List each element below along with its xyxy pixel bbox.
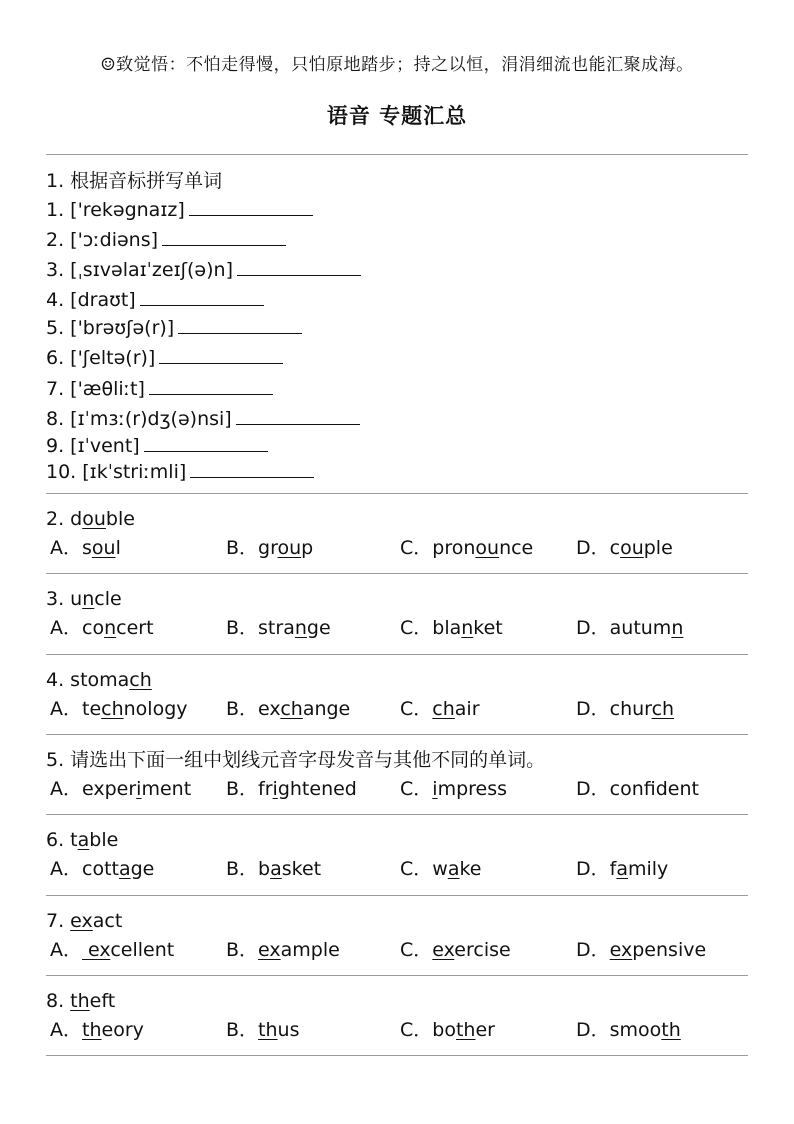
option-post: ge	[130, 858, 155, 881]
option-post: ercise	[454, 938, 511, 961]
option-mid: n	[294, 617, 307, 640]
phonetic-text: 5. ['brəʊʃə(r)]	[46, 317, 175, 339]
option-mid: ex	[432, 938, 455, 961]
option-pre: B．	[226, 938, 259, 961]
option-post: p	[301, 537, 314, 559]
option-pre: B．fr	[226, 777, 273, 800]
divider	[46, 814, 748, 815]
answer-option-b[interactable]	[226, 537, 313, 559]
option-post: cellent	[110, 938, 175, 961]
option-pre: C．	[400, 777, 433, 800]
option-post: pensive	[632, 938, 707, 961]
option-post: ment	[141, 777, 192, 800]
divider	[46, 573, 748, 574]
option-pre: D．	[576, 938, 610, 961]
phonetic-text: 4. [draʊt]	[46, 289, 136, 311]
answer-blank[interactable]	[140, 288, 264, 306]
option-mid: ch	[280, 697, 303, 720]
option-post: ample	[280, 938, 340, 961]
option-pre: B．stra	[226, 617, 295, 640]
phonetic-text: 10. [ɪkˈstriːmli]	[46, 461, 187, 483]
answer-option-c[interactable]	[400, 537, 533, 559]
stem-mid: ex	[70, 909, 93, 932]
answer-option-c[interactable]	[400, 617, 503, 639]
phonetic-item	[46, 228, 286, 251]
answer-option-b[interactable]	[226, 617, 331, 639]
answer-option-a[interactable]	[50, 778, 191, 800]
option-pre: A．te	[50, 697, 102, 720]
option-pre: A．	[50, 1018, 82, 1041]
option-post: nology	[123, 697, 188, 720]
option-mid: ch	[432, 697, 455, 720]
option-post: mily	[627, 858, 669, 881]
stem-pre: 3. u	[46, 588, 83, 611]
answer-option-d[interactable]	[576, 698, 674, 720]
answer-option-c[interactable]	[400, 858, 481, 880]
option-pre: D．conf	[576, 777, 656, 800]
phonetic-item	[46, 288, 264, 311]
option-post: ghtened	[277, 777, 357, 800]
option-pre: D．f	[576, 858, 617, 881]
answer-option-c[interactable]	[400, 939, 511, 961]
option-post: sket	[281, 858, 322, 881]
option-pre: D．c	[576, 537, 621, 559]
divider	[46, 975, 748, 976]
phonetic-text: 8. [ɪˈmɜː(r)dʒ(ə)nsi]	[46, 408, 232, 430]
phonetic-item	[46, 346, 283, 369]
divider	[46, 1055, 748, 1056]
answer-option-b[interactable]	[226, 778, 357, 800]
option-pre: B．b	[226, 858, 271, 881]
option-mid: th	[82, 1018, 102, 1041]
stem-post: eft	[89, 989, 116, 1012]
answer-blank[interactable]	[178, 316, 302, 334]
phonetic-text: 9. [ɪˈvent]	[46, 435, 140, 457]
answer-option-d[interactable]	[576, 537, 673, 559]
option-mid: i	[272, 777, 278, 800]
question-stem	[46, 669, 152, 691]
option-mid: ou	[620, 537, 644, 559]
option-post: dent	[655, 777, 699, 800]
answer-blank[interactable]	[149, 377, 273, 395]
question-stem	[46, 749, 545, 771]
answer-blank[interactable]	[236, 407, 360, 425]
phonetic-item	[46, 316, 302, 339]
option-mid: ch	[651, 697, 675, 720]
question-stem	[46, 508, 135, 530]
divider	[46, 734, 748, 735]
answer-blank[interactable]	[162, 228, 286, 246]
phonetic-item	[46, 377, 273, 400]
option-post: ke	[459, 858, 482, 881]
stem-mid: th	[70, 989, 90, 1012]
answer-option-b[interactable]	[226, 939, 340, 961]
option-mid: ou	[91, 537, 116, 559]
phonetic-item	[46, 460, 314, 483]
option-mid: n	[461, 617, 474, 640]
option-mid: th	[258, 1018, 278, 1041]
phonetic-text: 1. ['rekəgnaɪz]	[46, 199, 185, 221]
option-post: air	[454, 697, 480, 720]
answer-option-d[interactable]	[576, 778, 699, 800]
option-mid: ou	[475, 537, 500, 559]
option-mid: th	[661, 1018, 681, 1041]
option-pre: B．gr	[226, 537, 278, 559]
stem-mid: ou	[82, 508, 106, 530]
phonetic-item	[46, 407, 360, 430]
stem-pre: 5. 请选出下面一组中划线元音字母发音与其他不同的单词。	[46, 748, 546, 771]
answer-option-a[interactable]	[50, 537, 121, 559]
phonetic-text: 7. ['æθliːt]	[46, 378, 145, 400]
phonetic-item	[46, 198, 313, 221]
answer-blank[interactable]	[159, 346, 283, 364]
answer-option-a[interactable]	[50, 939, 174, 961]
option-pre: C．	[400, 697, 433, 720]
motto: ☺致觉悟：不怕走得慢，只怕原地踏步；持之以恒，涓涓细流也能汇聚成海。	[100, 55, 694, 75]
answer-option-d[interactable]	[576, 1019, 681, 1041]
answer-option-a[interactable]	[50, 858, 154, 880]
option-pre: A．cott	[50, 858, 119, 881]
option-mid: i	[432, 777, 438, 800]
option-mid: ex	[82, 938, 111, 961]
option-post: ange	[302, 697, 351, 720]
option-post: nce	[499, 537, 534, 559]
question-stem	[46, 990, 115, 1012]
option-mid: n	[104, 617, 117, 640]
option-mid: i	[136, 777, 142, 800]
option-pre: B．	[226, 1018, 259, 1041]
stem-pre: 2. d	[46, 508, 83, 530]
stem-mid: ch	[129, 668, 152, 691]
answer-option-c[interactable]	[400, 778, 507, 800]
answer-option-c[interactable]	[400, 698, 480, 720]
answer-option-b[interactable]	[226, 698, 350, 720]
stem-mid: a	[77, 829, 90, 852]
question-stem	[46, 588, 122, 610]
answer-option-c[interactable]	[400, 1019, 495, 1041]
answer-option-a[interactable]	[50, 1019, 144, 1041]
option-pre: C．bla	[400, 617, 462, 640]
option-post: l	[115, 537, 121, 559]
answer-option-b[interactable]	[226, 858, 321, 880]
question-stem	[46, 910, 122, 932]
page-title: 语音 专题汇总	[326, 104, 468, 128]
answer-option-d[interactable]	[576, 858, 668, 880]
option-mid: a	[616, 858, 628, 881]
stem-pre: 8.	[46, 989, 71, 1012]
answer-option-d[interactable]	[576, 617, 683, 639]
option-pre: A．exper	[50, 777, 137, 800]
option-pre: C．w	[400, 858, 448, 881]
divider	[46, 895, 748, 896]
stem-mid: n	[82, 588, 95, 611]
answer-blank[interactable]	[190, 460, 314, 478]
option-mid: a	[447, 858, 460, 881]
divider	[46, 493, 748, 494]
option-mid: n	[671, 617, 684, 640]
option-post: ket	[473, 617, 503, 640]
option-pre: D．autum	[576, 617, 672, 640]
stem-pre: 4. stoma	[46, 668, 130, 691]
option-mid: th	[455, 1018, 476, 1041]
option-post: er	[475, 1018, 495, 1041]
option-pre: A．co	[50, 617, 105, 640]
phonetic-text: 3. [ˌsɪvəlaɪˈzeɪʃ(ə)n]	[46, 259, 233, 281]
phonetic-text: 6. ['ʃeltə(r)]	[46, 347, 156, 369]
option-pre: C．	[400, 938, 433, 961]
option-pre: A．s	[50, 537, 92, 559]
divider	[46, 154, 748, 155]
option-mid: ou	[277, 537, 302, 559]
option-mid: ex	[609, 938, 633, 961]
answer-option-a[interactable]	[50, 698, 188, 720]
option-mid: a	[118, 858, 131, 881]
divider	[46, 654, 748, 655]
option-post: us	[277, 1018, 300, 1041]
question-1-heading: 1. 根据音标拼写单词	[46, 170, 223, 192]
option-mid: a	[270, 858, 282, 881]
option-post: ple	[643, 537, 673, 559]
option-pre: C．bo	[400, 1018, 456, 1041]
question-stem	[46, 829, 118, 851]
phonetic-item	[46, 434, 268, 457]
option-pre: B．ex	[226, 697, 281, 720]
answer-blank[interactable]	[144, 434, 268, 452]
option-pre: A．	[50, 938, 82, 961]
option-mid: ch	[101, 697, 124, 720]
stem-post: ble	[89, 829, 119, 852]
option-mid: ex	[258, 938, 281, 961]
stem-pre: 6. t	[46, 829, 78, 852]
stem-post: cle	[94, 588, 122, 611]
option-pre: D．smoo	[576, 1018, 662, 1041]
answer-option-b[interactable]	[226, 1019, 300, 1041]
option-pre: C．pron	[400, 537, 476, 559]
option-post: ge	[306, 617, 331, 640]
answer-blank[interactable]	[189, 198, 313, 216]
option-post: eory	[101, 1018, 144, 1041]
phonetic-text: 2. ['ɔːdiəns]	[46, 229, 159, 251]
phonetic-item	[46, 258, 361, 281]
stem-post: ble	[105, 508, 135, 530]
answer-option-a[interactable]	[50, 617, 154, 639]
option-post: cert	[116, 617, 154, 640]
option-pre: D．chur	[576, 697, 652, 720]
stem-post: act	[92, 909, 123, 932]
option-post: mpress	[437, 777, 508, 800]
stem-pre: 7.	[46, 909, 71, 932]
answer-option-d[interactable]	[576, 939, 706, 961]
answer-blank[interactable]	[237, 258, 361, 276]
